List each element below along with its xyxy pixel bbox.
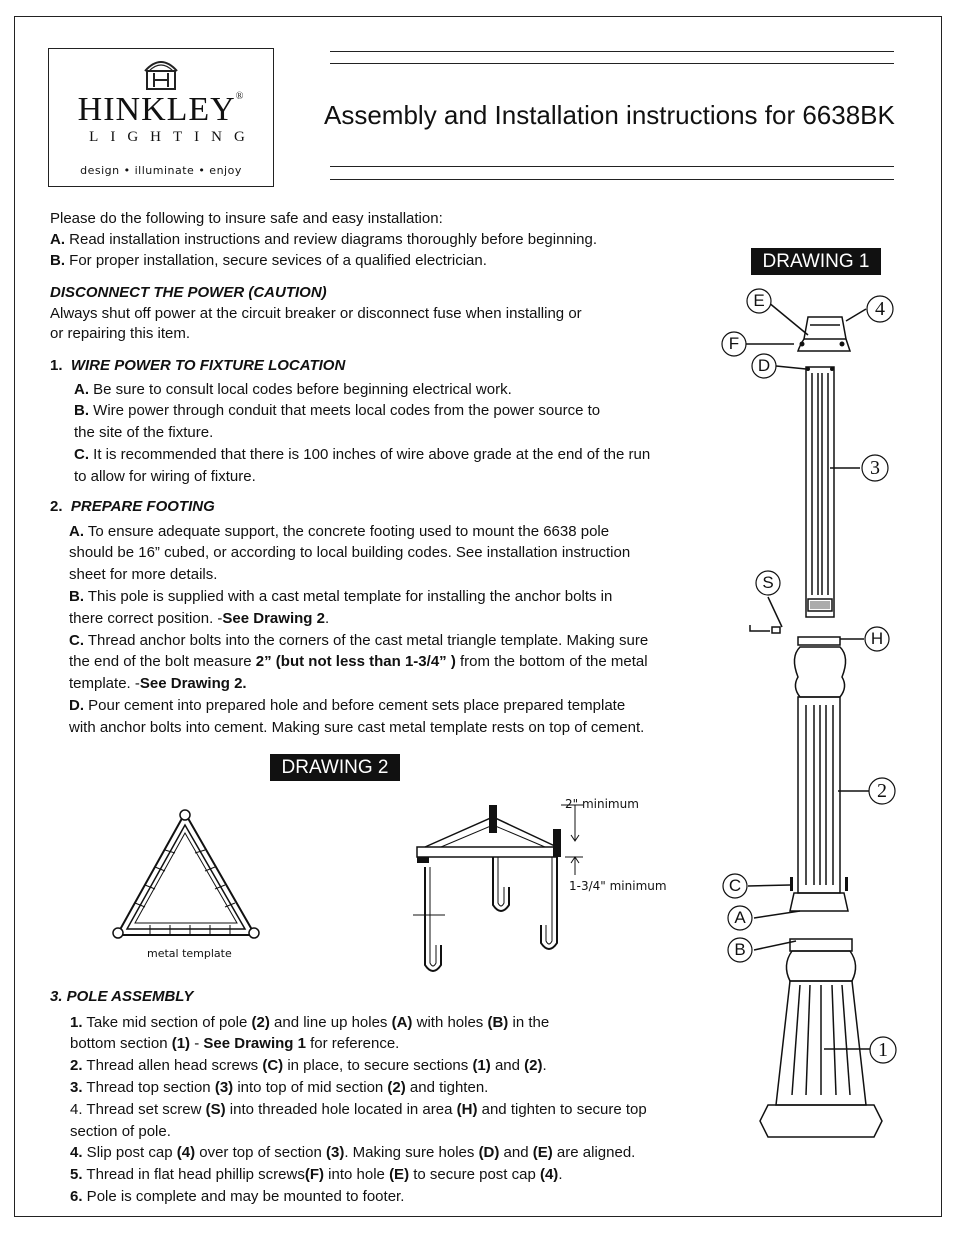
section2-c-cont: template. -See Drawing 2. [69,675,247,692]
callout-2-label: 2 [877,780,887,802]
disconnect-line: or repairing this item. [50,325,191,342]
section3-step3: 3. Thread top section (3) into top of mid section (2) and tighten. [70,1079,489,1096]
callout-h-label: H [870,629,884,648]
section2-b-cont: there correct position. -See Drawing 2. [69,610,330,627]
section1-b-cont: the site of the fixture. [74,424,214,441]
section1-c-cont: to allow for wiring of fixture. [74,468,256,485]
callout-3-label: 3 [870,457,880,479]
callout-b-label: B [734,940,746,959]
section2-heading: 2. PREPARE FOOTING [50,498,215,515]
metal-template-illustration [105,805,270,965]
section3-step1: 1. Take mid section of pole (2) and line up holes (A) with holes (B) in the [70,1014,550,1031]
intro-line: Please do the following to insure safe and easy installation: [50,210,443,227]
section3-step4: 4. Thread set screw (S) into threaded hole located in area (H) and tighten to secure top [70,1101,647,1118]
section2-d-cont: with anchor bolts into cement. Making sure cast metal template rests on top of cement. [69,719,645,736]
callout-1-label: 1 [878,1039,888,1061]
section1-a: A. Be sure to consult local codes before beginning electrical work. [74,381,512,398]
intro-b: B. For proper installation, secure sevices of a qualified electrician. [50,252,487,269]
section3-step5: 4. Slip post cap (4) over top of section (3). Making sure holes (D) and (E) are aligned. [70,1144,636,1161]
template-caption: metal template [147,947,232,960]
pole-assembly-illustration [720,285,900,1145]
section2-a: A. To ensure adequate support, the concrete footing used to mount the 6638 pole [69,523,610,540]
disconnect-line: Always shut off power at the circuit breaker or disconnect fuse when installing or [50,305,582,322]
callout-f-label: F [728,334,740,353]
min-1-3-4-label: 1-3/4" minimum [569,879,667,893]
section2-b: B. This pole is supplied with a cast metal template for installing the anchor bolts in [69,588,613,605]
section1-c: C. It is recommended that there is 100 inches of wire above grade at the end of the run [74,446,651,463]
section3-step6: 5. Thread in flat head phillip screws(F) into hole (E) to secure post cap (4). [70,1166,563,1183]
callout-a-label: A [734,908,746,927]
rule [330,179,894,180]
section3-step1-cont: bottom section (1) - See Drawing 1 for reference. [70,1035,400,1052]
rule [330,63,894,64]
disconnect-heading: DISCONNECT THE POWER (CAUTION) [50,284,327,301]
anchor-bolt-illustration [405,795,585,985]
callout-s-label: S [762,573,774,592]
section1-b: B. Wire power through conduit that meets local codes from the power source to [74,402,601,419]
logo-brand: HINKLEY® [77,91,245,128]
logo-emblem-icon [141,55,181,91]
intro-a: A. Read installation instructions and review diagrams thoroughly before beginning. [50,231,597,248]
logo-sub: LIGHTING [89,129,257,145]
section3-step2: 2. Thread allen head screws (C) in place, to secure sections (1) and (2). [70,1057,547,1074]
callout-e-label: E [753,291,765,310]
drawing1-label: DRAWING 1 [751,248,881,275]
section2-a-cont: should be 16” cubed, or according to local building codes. See installation instruction [69,544,631,561]
section3-step4-cont: section of pole. [70,1123,171,1140]
page-title: Assembly and Installation instructions for 6638BK [324,100,895,130]
section3-step7: 6. Pole is complete and may be mounted to footer. [70,1188,405,1205]
callout-d-label: D [757,356,771,375]
min-2-label: 2" minimum [565,797,639,811]
section1-heading: 1. WIRE POWER TO FIXTURE LOCATION [50,357,346,374]
section2-c: C. Thread anchor bolts into the corners of the cast metal triangle template. Making sure [69,632,649,649]
rule [330,166,894,167]
callout-4-label: 4 [875,298,885,320]
section3-heading: 3. POLE ASSEMBLY [50,988,194,1005]
hinkley-logo [48,48,274,187]
rule [330,51,894,52]
section2-a-cont: sheet for more details. [69,566,218,583]
callout-c-label: C [728,876,742,895]
drawing2-label: DRAWING 2 [270,754,400,781]
section2-c-cont: the end of the bolt measure 2” (but not less than 1-3/4” ) from the bottom of the metal [69,653,648,670]
registered-mark: ® [235,91,245,102]
section2-d: D. Pour cement into prepared hole and before cement sets place prepared template [69,697,626,714]
logo-tagline: design • illuminate • enjoy [80,164,242,177]
